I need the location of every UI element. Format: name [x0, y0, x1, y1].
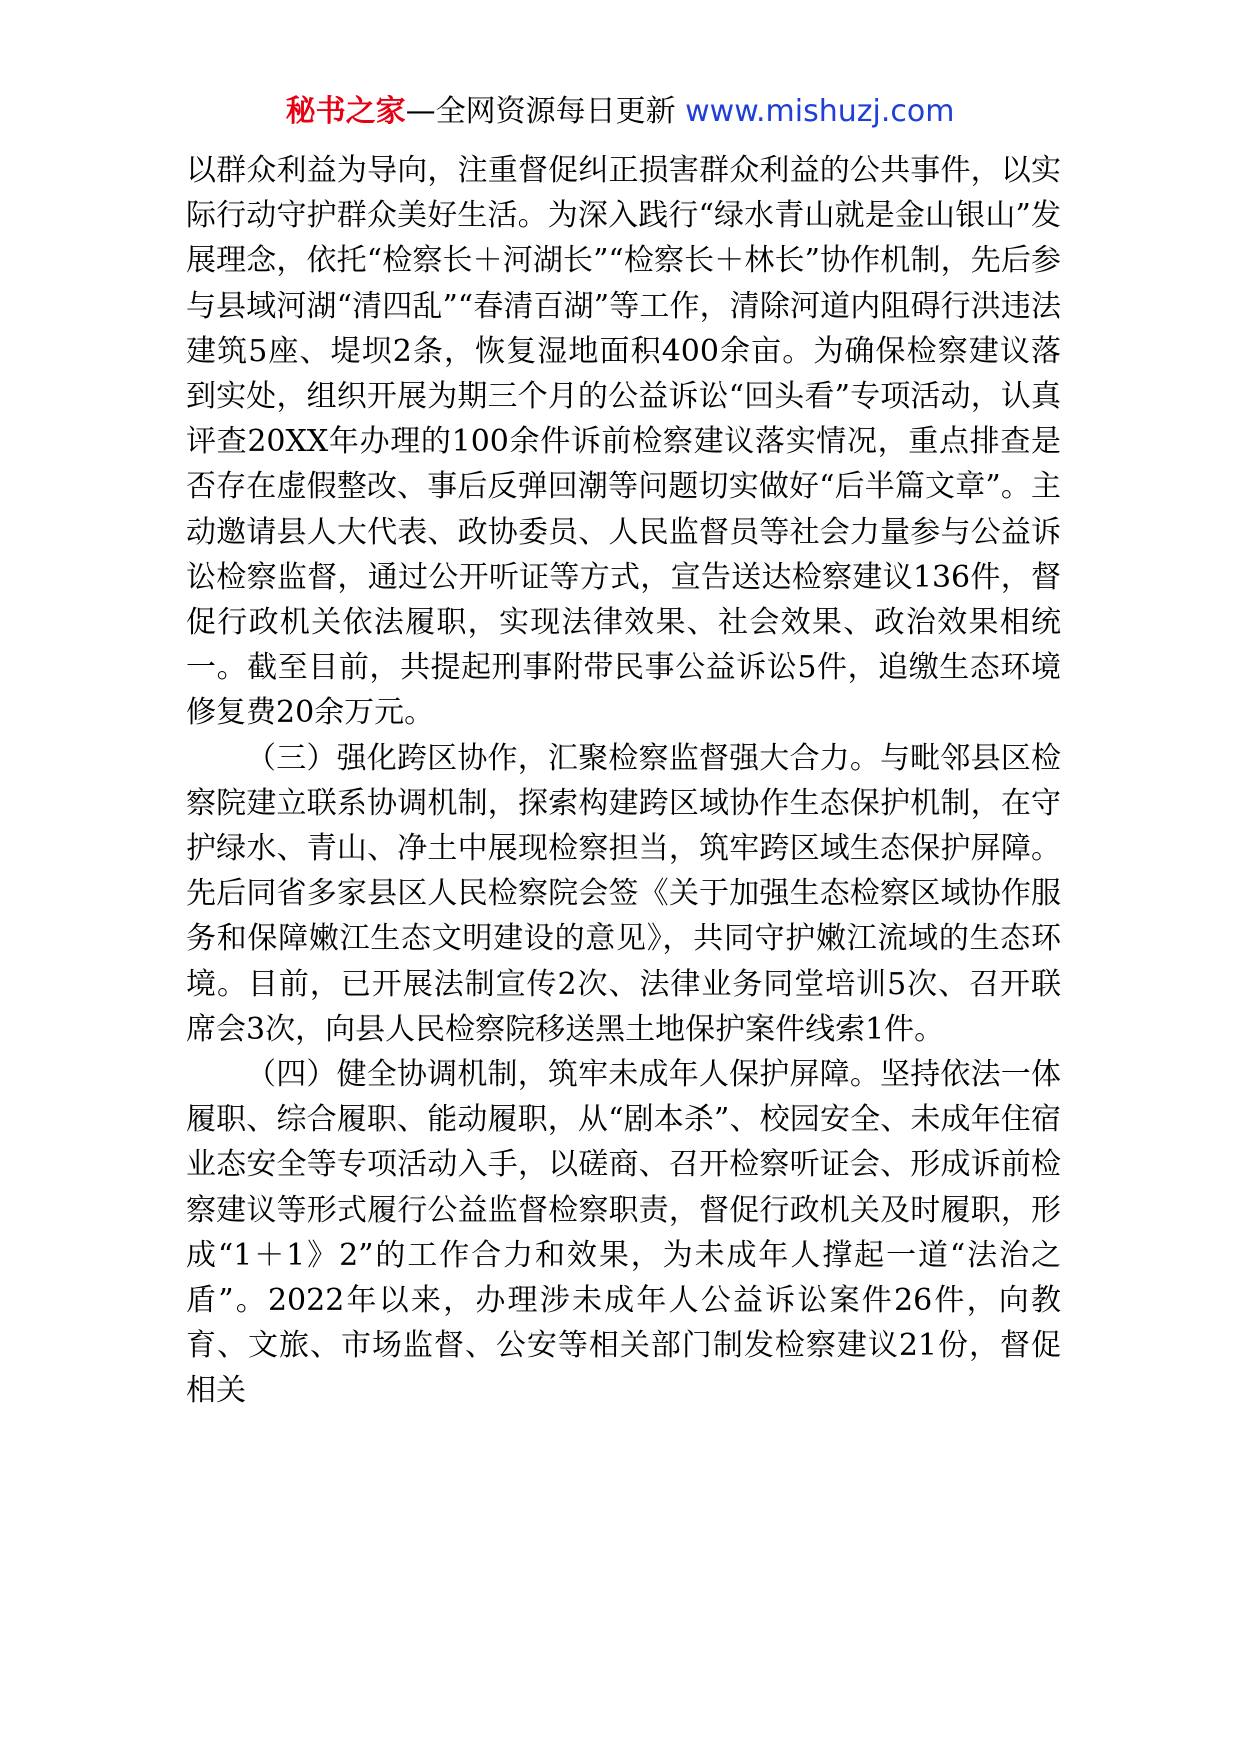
document-body: [186, 148, 1061, 1414]
header-tagline: —全网资源每日更新: [405, 94, 676, 129]
paragraph-cross-region-cooperation: （三）强化跨区协作，汇聚检察监督强大合力。与毗邻县区检察院建立联系协调机制，探索构建跨区域协作生态保护机制，在守护绿水、青山、净土中展现检察担当，筑牢跨区域生态保护屏障。先后同省多家县区人民检察院会签《关于加强生态检察区域协作服务和保障嫩江生态文明建设的意见》，共同守护嫩江流域的生态环境。目前，已开展法制宣传2次、法律业务同堂培训5次、召开联席会3次，向县人民检察院移送黑土地保护案件线索1件。: [186, 740, 1061, 1047]
site-url-link[interactable]: www.mishuzj.com: [685, 94, 955, 129]
paragraph-public-interest: 以群众利益为导向，注重督促纠正损害群众利益的公共事件，以实际行动守护群众美好生活。为深入践行“绿水青山就是金山银山”发展理念，依托“检察长＋河湖长”“检察长＋林长”协作机制，先后参与县域河湖“清四乱”“春清百湖”等工作，清除河道内阻碍行洪违法建筑5座、堤坝2条，恢复湿地面积400余亩。为确保检察建议落到实处，组织开展为期三个月的公益诉讼“回头看”专项活动，认真评查20XX年办理的100余件诉前检察建议落实情况，重点排查是否存在虚假整改、事后反弹回潮等问题切实做好“后半篇文章”。主动邀请县人大代表、政协委员、人民监督员等社会力量参与公益诉讼检察监督，通过公开听证等方式，宣告送达检察建议136件，督促行政机关依法履职，实现法律效果、社会效果、政治效果相统一。截至目前，共提起刑事附带民事公益诉讼5件，追缴生态环境修复费20余万元。: [186, 153, 1061, 731]
page-header: [0, 92, 1240, 132]
brand-name: 秘书之家: [285, 94, 406, 129]
paragraph-minor-protection: （四）健全协调机制，筑牢未成年人保护屏障。坚持依法一体履职、综合履职、能动履职，从“剧本杀”、校园安全、未成年住宿业态安全等专项活动入手，以磋商、召开检察听证会、形成诉前检察建议等形式履行公益监督检察职责，督促行政机关及时履职，形成“1＋1》2”的工作合力和效果，为未成年人撑起一道“法治之盾”。2022年以来，办理涉未成年人公益诉讼案件26件，向教育、文旅、市场监督、公安等相关部门制发检察建议21份，督促相关: [186, 1057, 1061, 1409]
